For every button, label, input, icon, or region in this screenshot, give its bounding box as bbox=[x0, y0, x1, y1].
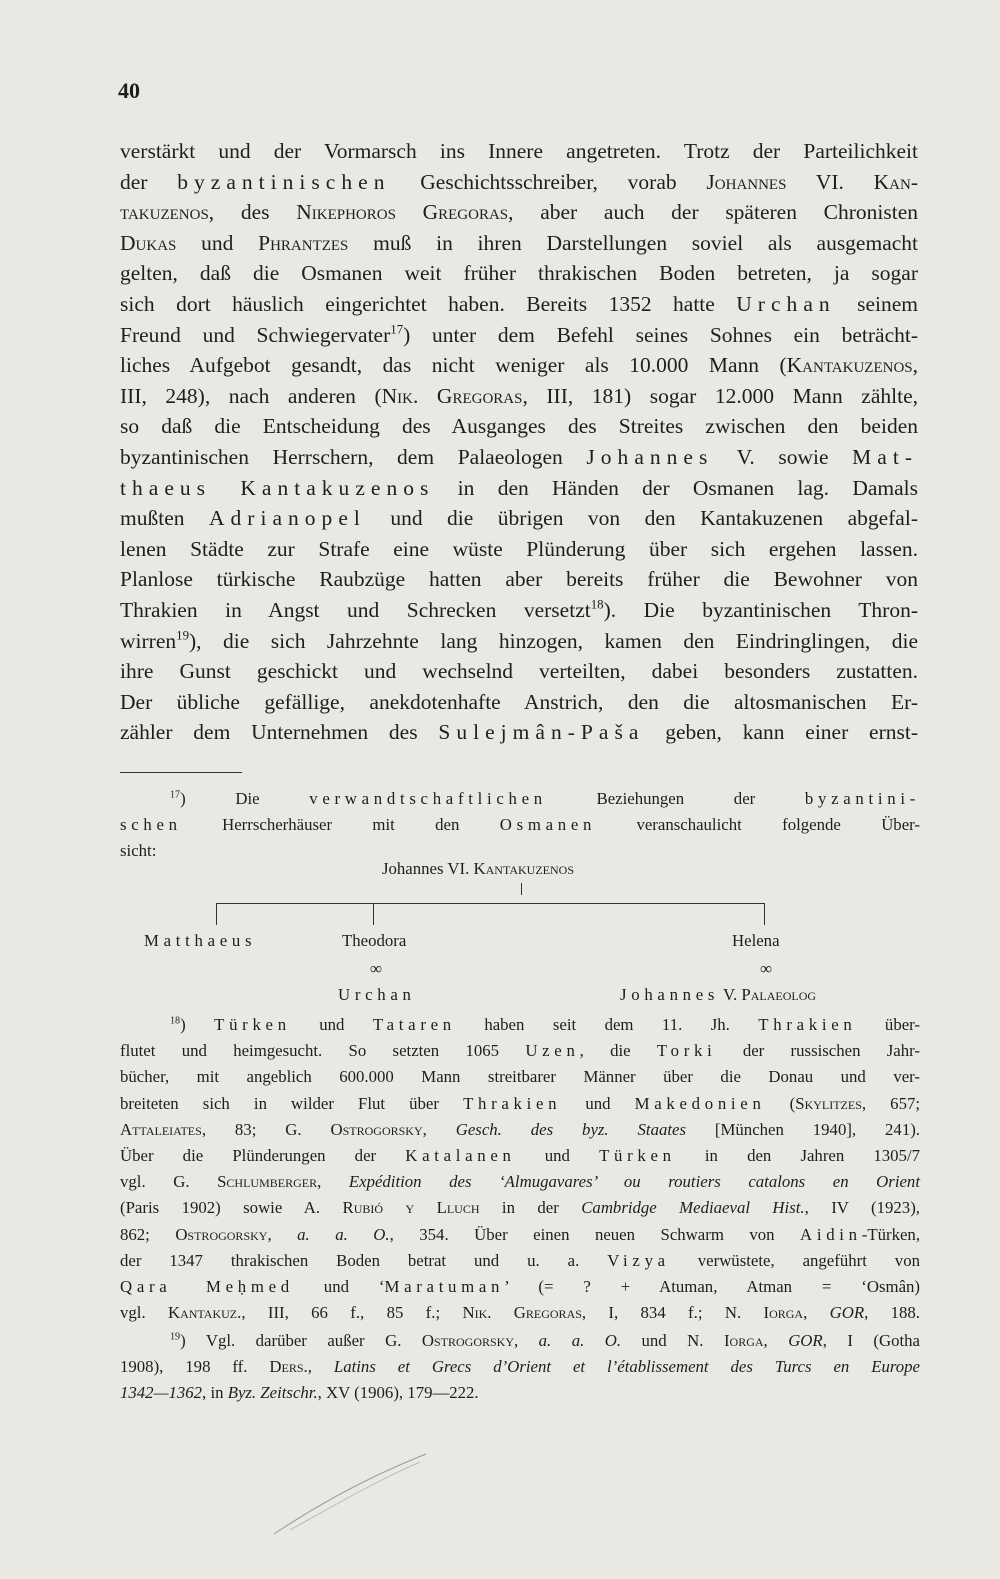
text-run: thaeus Kantakuzenos bbox=[120, 475, 435, 500]
text-run: Expédition des ‘Almugavares’ ou routiers catalons en Orient bbox=[348, 1172, 920, 1192]
text-run: Nik. Gregoras bbox=[462, 1303, 582, 1323]
text-run: , bbox=[307, 1357, 334, 1377]
text-run: , XV (1906), 179—222. bbox=[317, 1383, 479, 1403]
text-run: Maratuman bbox=[384, 1276, 505, 1296]
text-run: der bbox=[120, 169, 178, 194]
text-run: haben seit dem 11. Jh. bbox=[455, 1015, 759, 1034]
text-run: Beziehungen der bbox=[546, 789, 805, 808]
text-run: bücher, mit angeblich 600.000 Mann streitbarer Männer über die Donau und ver- bbox=[120, 1067, 920, 1087]
text-run: Ostrogorsky bbox=[330, 1119, 423, 1139]
text-run: , I, 834 f.; N. bbox=[581, 1303, 764, 1323]
footnote-17 bbox=[120, 786, 920, 865]
genealogy-root: Johannes VI. Kantakuzenos bbox=[382, 859, 574, 878]
text-run: flutet und heimgesucht. So setzten 1065 bbox=[120, 1041, 526, 1061]
text-run: 19 bbox=[176, 628, 190, 643]
genealogy-stem bbox=[521, 883, 522, 895]
text-run: Torki bbox=[656, 1041, 717, 1061]
text-run: seinem bbox=[835, 291, 919, 316]
text-run: Mat- bbox=[852, 444, 918, 469]
text-run: a. a. O. bbox=[297, 1224, 390, 1244]
text-run: ’ (= ? + Atuman, Atman = ‘Osmân) bbox=[504, 1276, 921, 1296]
text-run: und bbox=[515, 1145, 600, 1165]
genealogy-spouse-johannes: Johannes V. Palaeolog bbox=[620, 985, 817, 1004]
text-run: , IV (1923), bbox=[804, 1198, 920, 1218]
text-run: takuzenos bbox=[120, 200, 209, 225]
text-run: , bbox=[763, 1331, 789, 1350]
text-run: (Paris 1902) sowie A. bbox=[120, 1198, 343, 1218]
footnote-rule bbox=[120, 772, 242, 773]
text-run: V. sowie bbox=[713, 444, 853, 469]
text-line bbox=[120, 1300, 920, 1326]
text-run: in den Händen der Osmanen lag. Damals bbox=[434, 475, 919, 500]
text-line bbox=[120, 320, 918, 351]
text-run: 1908), 198 ff. bbox=[120, 1357, 270, 1377]
text-run: Nikephoros Gregoras bbox=[296, 200, 509, 225]
text-line bbox=[120, 1222, 920, 1248]
text-run: Ostrogorsky bbox=[421, 1331, 514, 1350]
footnote-18 bbox=[120, 1012, 920, 1326]
text-line bbox=[120, 1169, 920, 1195]
text-line bbox=[120, 626, 918, 657]
genealogy-spouse-urchan: Urchan bbox=[338, 985, 416, 1004]
text-run: ), die sich Jahrzehnte lang hinzogen, kamen den Eindringlingen, die bbox=[189, 628, 918, 653]
text-run: vgl. bbox=[120, 1303, 168, 1323]
text-line bbox=[120, 258, 918, 289]
text-run: in der bbox=[479, 1198, 582, 1218]
text-run: , bbox=[317, 1172, 349, 1192]
text-run: , III, 181) sogar 12.000 Mann zählte, bbox=[522, 383, 918, 408]
text-line bbox=[120, 564, 918, 595]
text-run: verwandtschaftlichen bbox=[309, 789, 547, 808]
text-run: , 83; G. bbox=[201, 1119, 331, 1139]
text-line bbox=[120, 1354, 920, 1380]
text-run: Byz. Zeitschr. bbox=[227, 1383, 318, 1403]
text-run: Türken bbox=[599, 1145, 676, 1165]
text-run: Latins et Grecs d’Orient et l’établissement des Turcs en Europe bbox=[333, 1357, 921, 1377]
text-run: , bbox=[422, 1119, 456, 1139]
text-run: 862; bbox=[120, 1224, 176, 1244]
text-run: , bbox=[267, 1224, 298, 1244]
text-run: Skylitzes bbox=[795, 1093, 862, 1113]
text-run: , III, 66 f., 85 f.; bbox=[241, 1303, 463, 1323]
text-run: Cambridge Mediaeval Hist. bbox=[581, 1198, 805, 1218]
text-run: Sulejmân-Paša bbox=[438, 720, 645, 745]
text-line bbox=[120, 1248, 920, 1274]
text-run: Kantakuzenos bbox=[786, 353, 913, 378]
text-run: gelten, daß die Osmanen weit früher thrakischen Boden betreten, ja sogar bbox=[120, 261, 918, 286]
text-run: sicht: bbox=[120, 841, 157, 861]
text-line bbox=[120, 1064, 920, 1090]
genealogy-chart bbox=[120, 855, 920, 1015]
genealogy-branch-line bbox=[216, 903, 764, 904]
text-run: der russischen Jahr- bbox=[716, 1041, 920, 1061]
text-line bbox=[120, 197, 918, 228]
text-line bbox=[120, 350, 918, 381]
text-run: Thrakien bbox=[758, 1015, 857, 1034]
text-run: ) Die bbox=[180, 789, 310, 808]
text-run: zähler dem Unternehmen des bbox=[120, 720, 439, 745]
text-run: Iorga bbox=[763, 1303, 804, 1323]
text-run: Adrianopel bbox=[208, 506, 366, 531]
text-run: in den Jahren 1305/7 bbox=[675, 1145, 920, 1165]
genealogy-child-matthaeus: Matthaeus bbox=[144, 931, 257, 950]
text-line bbox=[120, 1117, 920, 1143]
main-text bbox=[120, 136, 918, 748]
text-line bbox=[120, 381, 918, 412]
text-line bbox=[120, 1195, 920, 1221]
text-line bbox=[120, 1274, 920, 1300]
text-run: und bbox=[176, 230, 259, 255]
text-run: ) Vgl. darüber außer G. bbox=[180, 1331, 422, 1350]
text-run: , 657; bbox=[861, 1093, 921, 1113]
text-run: Rubió y Lluch bbox=[342, 1198, 480, 1218]
text-run: GOR bbox=[829, 1303, 865, 1323]
text-run: Geschichtsschreiber, vorab bbox=[390, 169, 707, 194]
text-run: mußten bbox=[120, 506, 209, 531]
text-run: Makedonien bbox=[634, 1093, 766, 1113]
text-run: und bbox=[290, 1015, 373, 1034]
text-run: breiteten sich in wilder Flut über bbox=[120, 1093, 464, 1113]
text-line bbox=[120, 1091, 920, 1117]
text-run: ihre Gunst geschickt und wechselnd verteilten, dabei besonders zustatten. bbox=[120, 659, 918, 684]
text-run: Türken bbox=[214, 1015, 291, 1034]
text-run: , bbox=[514, 1331, 539, 1350]
text-run: , des bbox=[208, 200, 297, 225]
text-run: verstärkt und der Vormarsch ins Innere angetreten. Trotz der Parteilichkeit bbox=[120, 139, 918, 163]
text-run: und bbox=[561, 1093, 635, 1113]
text-run: Qara Meḥmed bbox=[120, 1276, 294, 1296]
text-run: und ‘ bbox=[293, 1276, 385, 1296]
text-line bbox=[120, 289, 918, 320]
text-run: Osmanen bbox=[499, 815, 597, 835]
text-line bbox=[120, 656, 918, 687]
text-run: 17 bbox=[170, 789, 181, 801]
genealogy-child-theodora: Theodora bbox=[342, 931, 407, 950]
text-run: ) unter dem Befehl seines Sohnes ein beträcht- bbox=[403, 322, 918, 347]
text-run: Phrantzes bbox=[258, 230, 349, 255]
text-run: -Türken, bbox=[861, 1224, 921, 1244]
text-run: byzantini- bbox=[804, 789, 920, 808]
text-run: ). Die byzantinischen Thron- bbox=[603, 597, 918, 622]
text-run: Urchan bbox=[736, 291, 836, 316]
text-line bbox=[120, 1038, 920, 1064]
text-run: , I (Gotha bbox=[822, 1331, 920, 1350]
pencil-mark bbox=[270, 1450, 430, 1540]
text-run: geben, kann einer ernst- bbox=[644, 720, 918, 745]
text-run: byzantinischen Herrschern, dem Palaeologen bbox=[120, 444, 587, 469]
text-run: ( bbox=[765, 1093, 796, 1113]
text-line bbox=[120, 1380, 920, 1406]
text-run: , 188. bbox=[864, 1303, 921, 1323]
text-run: Herrscherhäuser mit den bbox=[181, 815, 500, 835]
genealogy-branch-3 bbox=[764, 903, 765, 925]
text-run: GOR bbox=[788, 1331, 823, 1350]
text-run: , in bbox=[202, 1383, 228, 1403]
text-run: lenen Städte zur Strafe eine wüste Plünderung über sich ergehen lassen. bbox=[120, 536, 918, 561]
text-run: Gesch. des byz. Staates bbox=[455, 1119, 686, 1139]
text-run: byzantinischen bbox=[177, 169, 391, 194]
text-line bbox=[120, 167, 918, 198]
text-run: ) bbox=[180, 1015, 215, 1034]
footnote-19 bbox=[120, 1328, 920, 1407]
text-run: muß in ihren Darstellungen soviel als ausgemacht bbox=[348, 230, 919, 255]
text-line bbox=[120, 812, 920, 838]
text-run: , die bbox=[579, 1041, 657, 1061]
text-run: , 354. Über einen neuen Schwarm von bbox=[389, 1224, 801, 1244]
text-line bbox=[120, 136, 918, 167]
text-run: liches Aufgebot gesandt, das nicht weniger als 10.000 Mann ( bbox=[120, 353, 787, 378]
text-run: Tataren bbox=[372, 1015, 456, 1034]
text-run: , aber auch der späteren Chronisten bbox=[508, 200, 918, 225]
page-number: 40 bbox=[118, 78, 140, 103]
text-line bbox=[120, 534, 918, 565]
text-run: Dukas bbox=[120, 230, 177, 255]
text-line bbox=[120, 1143, 920, 1169]
text-run: der 1347 thrakischen Boden betrat und u. a. bbox=[120, 1250, 608, 1270]
marriage-symbol: ∞ bbox=[760, 959, 772, 978]
text-run: Schlumberger bbox=[217, 1172, 318, 1192]
text-run: Kantakuz. bbox=[167, 1303, 242, 1323]
text-run: Planlose türkische Raubzüge hatten aber bereits früher die Bewohner von bbox=[120, 567, 918, 592]
genealogy-branch-2 bbox=[373, 903, 374, 925]
genealogy-branch-1 bbox=[216, 903, 217, 925]
text-run: , bbox=[912, 353, 918, 378]
text-run: 18 bbox=[170, 1015, 181, 1027]
text-line bbox=[120, 442, 918, 473]
text-run: Uzen bbox=[525, 1041, 580, 1061]
text-run: Freund und Schwiegervater bbox=[120, 322, 391, 347]
text-run: a. a. O. bbox=[538, 1331, 622, 1350]
text-run: verwüstete, angeführt von bbox=[669, 1250, 920, 1270]
text-line bbox=[120, 1012, 920, 1038]
text-line bbox=[120, 687, 918, 718]
text-run: und die übrigen von den Kantakuzenen abgefal- bbox=[365, 506, 918, 531]
text-line bbox=[120, 473, 918, 504]
text-line bbox=[120, 1328, 920, 1354]
text-line bbox=[120, 786, 920, 812]
text-run: Ostrogorsky bbox=[175, 1224, 268, 1244]
text-line bbox=[120, 595, 918, 626]
text-run: Über die Plünderungen der bbox=[120, 1145, 406, 1165]
text-run: Johannes bbox=[586, 444, 714, 469]
text-run: III, 248), nach anderen ( bbox=[120, 383, 382, 408]
text-run: Attaleiates bbox=[120, 1119, 202, 1139]
text-run: vgl. G. bbox=[120, 1172, 218, 1192]
text-run: Johannes VI. Kan- bbox=[706, 169, 919, 194]
text-run: Vizya bbox=[607, 1250, 670, 1270]
genealogy-child-helena: Helena bbox=[732, 931, 780, 950]
text-run: Iorga bbox=[723, 1331, 764, 1350]
text-run: 18 bbox=[590, 597, 604, 612]
text-run: 1342—1362 bbox=[120, 1383, 203, 1403]
text-run: 19 bbox=[170, 1331, 181, 1343]
text-run: Aidin bbox=[800, 1224, 862, 1244]
text-run: [München 1940], 241). bbox=[686, 1119, 920, 1139]
text-line bbox=[120, 717, 918, 748]
text-run: so daß die Entscheidung des Ausganges des Streites zwischen den beiden bbox=[120, 414, 918, 439]
text-line bbox=[120, 503, 918, 534]
text-run: über- bbox=[856, 1015, 920, 1034]
text-run: schen bbox=[120, 815, 182, 835]
text-run: sich dort häuslich eingerichtet haben. Bereits 1352 hatte bbox=[120, 291, 737, 316]
text-run: Katalanen bbox=[405, 1145, 516, 1165]
text-run: Der übliche gefällige, anekdotenhafte Anstrich, den die altosmanischen Er- bbox=[120, 689, 918, 714]
text-run: , bbox=[803, 1303, 830, 1323]
text-run: und N. bbox=[621, 1331, 724, 1350]
marriage-symbol: ∞ bbox=[370, 959, 382, 978]
text-run: veranschaulicht folgende Über- bbox=[596, 815, 920, 835]
text-run: Ders. bbox=[269, 1357, 308, 1377]
text-run: Nik. Gregoras bbox=[381, 383, 523, 408]
text-run: Thrakien in Angst und Schrecken versetzt bbox=[120, 597, 591, 622]
text-run: Thrakien bbox=[463, 1093, 562, 1113]
text-run: wirren bbox=[120, 628, 177, 653]
text-line bbox=[120, 228, 918, 259]
text-line bbox=[120, 411, 918, 442]
text-run: 17 bbox=[390, 322, 404, 337]
